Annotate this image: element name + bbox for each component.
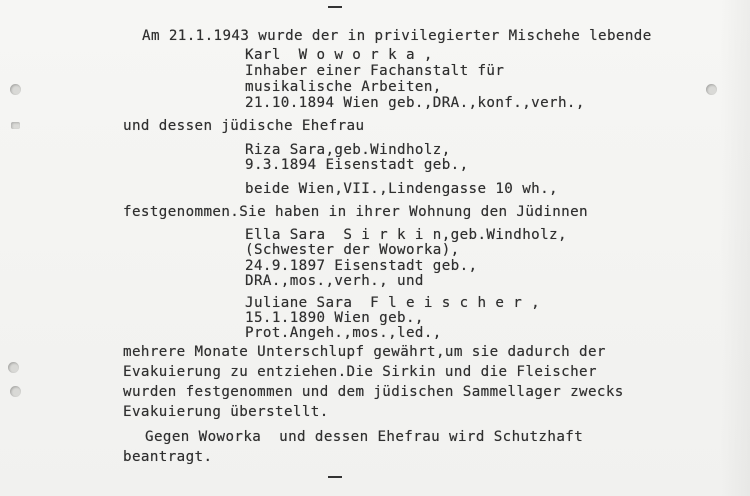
text-line: Juliane Sara F l e i s c h e r , xyxy=(245,295,541,311)
text-line: Am 21.1.1943 wurde der in privilegierter Mischehe lebende xyxy=(142,28,652,44)
text-line: Inhaber einer Fachanstalt für xyxy=(245,63,505,79)
text-line: Karl W o w o r k a , xyxy=(245,47,433,63)
punch-hole-bottom-2 xyxy=(10,386,21,397)
text-line: 9.3.1894 Eisenstadt geb., xyxy=(245,157,469,173)
punch-hole-bottom xyxy=(8,362,19,373)
text-line: (Schwester der Woworka), xyxy=(245,242,460,258)
top-separator-dash xyxy=(328,6,342,8)
text-line: mehrere Monate Unterschlupf gewährt,um sie dadurch der xyxy=(123,344,606,360)
page-edge-shadow xyxy=(720,0,750,496)
text-line: Ella Sara S i r k i n,geb.Windholz, xyxy=(245,227,567,243)
text-line: 21.10.1894 Wien geb.,DRA.,konf.,verh., xyxy=(245,95,585,111)
text-line: 24.9.1897 Eisenstadt geb., xyxy=(245,258,478,274)
text-line: musikalische Arbeiten, xyxy=(245,79,442,95)
text-line: Gegen Woworka und dessen Ehefrau wird Schutzhaft xyxy=(145,429,584,445)
punch-mark-top xyxy=(11,122,20,129)
punch-hole-top xyxy=(10,84,21,95)
text-line: Riza Sara,geb.Windholz, xyxy=(245,142,451,158)
text-line: und dessen jüdische Ehefrau xyxy=(123,118,365,134)
text-line: beide Wien,VII.,Lindengasse 10 wh., xyxy=(245,181,558,197)
bottom-separator-dash xyxy=(328,476,342,478)
punch-hole-right xyxy=(706,84,717,95)
text-line: 15.1.1890 Wien geb., xyxy=(245,310,424,326)
text-line: festgenommen.Sie haben in ihrer Wohnung den Jüdinnen xyxy=(123,204,588,220)
text-line: DRA.,mos.,verh., und xyxy=(245,273,424,289)
text-line: wurden festgenommen und dem jüdischen Sammellager zwecks xyxy=(123,384,624,400)
text-line: Evakuierung überstellt. xyxy=(123,404,329,420)
text-line: Evakuierung zu entziehen.Die Sirkin und die Fleischer xyxy=(123,364,597,380)
text-line: Prot.Angeh.,mos.,led., xyxy=(245,325,442,341)
text-line: beantragt. xyxy=(123,449,213,465)
